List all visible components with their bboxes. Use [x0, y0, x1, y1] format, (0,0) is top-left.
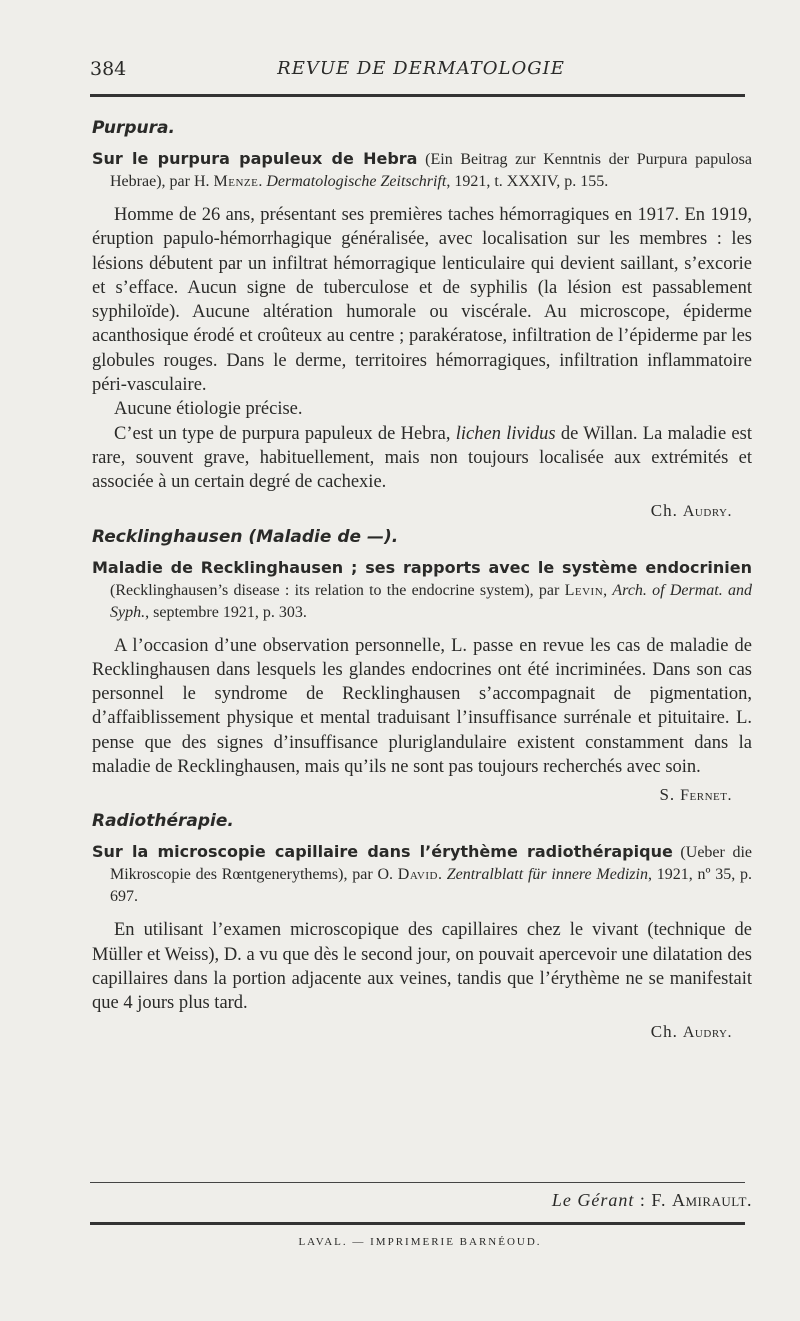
- author-name: Menze: [213, 173, 259, 190]
- reference-text: (Ein Beitrag zur Kenntnis der Purpura papulosa Hebrae), par H.: [110, 151, 752, 190]
- gerant-label: Le Gérant: [551, 1190, 635, 1210]
- article-title: Maladie de Recklinghausen ; ses rapports avec le système endocrinien: [92, 557, 752, 577]
- signature-initial: Ch.: [650, 1021, 678, 1041]
- reference-text: (Ueber die Mikroscopie des Rœntgenerythems), par O.: [110, 844, 753, 884]
- signature-name: Audry.: [682, 1023, 732, 1041]
- signature-initial: Ch.: [650, 500, 678, 520]
- reference-text: ,: [603, 581, 613, 599]
- journal-name: Arch. of Dermat. and Syph.: [110, 581, 752, 621]
- paragraph-text: C’est un type de purpura papuleux de Hebra,: [114, 423, 456, 444]
- signature: [92, 501, 732, 521]
- page-content: [92, 118, 752, 1048]
- gerant-separator: : F.: [634, 1190, 672, 1210]
- body-paragraph: En utilisant l’examen microscopique des capillaires chez le vivant (technique de Müller et Weiss), D. a vu que dès le second jour, on pouvait apercevoir une dilatation des capillaires dans la portion adjacente aux veines, tandis que l’érythème ne se manifestait que 4 jours plus tard.: [92, 920, 752, 1014]
- section-radiotherapie: [92, 811, 752, 1041]
- reference-text: , septembre 1921, p. 303.: [145, 603, 307, 621]
- footer-rule-bottom: [90, 1222, 745, 1225]
- running-title: REVUE DE DERMATOLOGIE: [277, 58, 565, 79]
- signature-name: Audry.: [682, 502, 732, 520]
- footer-rule-top: [90, 1182, 745, 1183]
- journal-name: Dermatologische Zeitschrift: [266, 173, 447, 190]
- signature-initial: S.: [659, 785, 676, 805]
- article-title: Sur la microscopie capillaire dans l’érythème radiothérapique: [92, 842, 673, 862]
- section-title: Purpura.: [92, 118, 175, 138]
- reference-text: (Recklinghausen’s disease : its relation to the endocrine system), par: [110, 581, 565, 599]
- reference-text: , 1921, nº 35, p. 697.: [110, 866, 753, 906]
- signature: [92, 1022, 732, 1042]
- section-title: Radiothérapie.: [92, 811, 234, 832]
- signature: [92, 785, 732, 805]
- paragraph-text: de Willan. La maladie est rare, souvent grave, habituellement, mais non toujours localisée aux extrémités et associée à un certain degré de cachexie.: [92, 423, 752, 493]
- printer-imprint: LAVAL. — IMPRIMERIE BARNÉOUD.: [298, 1236, 542, 1248]
- gerant-name: Amirault.: [671, 1190, 752, 1210]
- reference-text: , 1921, t. XXXIV, p. 155.: [446, 173, 609, 190]
- section-purpura: [92, 118, 752, 521]
- page-number: 384: [90, 58, 127, 80]
- article-reference: [92, 148, 752, 193]
- reference-text: .: [258, 173, 267, 190]
- section-title: Recklinghausen (Maladie de —).: [92, 526, 399, 547]
- article-reference: [92, 841, 752, 908]
- page-header: [90, 58, 752, 86]
- body-paragraph: [92, 422, 752, 495]
- paragraph-italic: lichen lividus: [455, 423, 556, 444]
- journal-name: Zentralblatt für innere Medizin: [446, 866, 648, 884]
- author-name: Levin: [564, 581, 604, 599]
- body-paragraph: Homme de 26 ans, présentant ses premières taches hémorragiques en 1917. En 1919, éruption papulo-hémorrhagique généralisée, avec localisation sur les membres : les lésions débutent par un infiltrat hémorragique lenticulaire qui devient saillant, s’excorie et s’efface. Aucun signe de tuberculose et de syphilis (la lésion est passablement syphiloïde). Aucune altération humorale ou viscérale. Au microscope, épiderme acanthosique érodé et croûteux au centre ; parakératose, infiltration de l’épiderme par les globules rouges. Dans le derme, territoires hémorragiques, infiltration inflammatoire péri-vasculaire.: [92, 205, 752, 396]
- reference-text: .: [437, 866, 447, 884]
- signature-name: Fernet.: [680, 787, 732, 805]
- body-paragraph: Aucune étiologie précise.: [114, 399, 303, 420]
- header-rule: [90, 94, 745, 97]
- section-recklinghausen: [92, 527, 752, 806]
- article-title: Sur le purpura papuleux de Hebra: [92, 149, 418, 168]
- gerant-line: [92, 1190, 752, 1211]
- article-reference: [92, 557, 752, 624]
- body-paragraph: A l’occasion d’une observation personnelle, L. passe en revue les cas de maladie de Recklinghausen dans lesquels les glandes endocrines ont été incriminées. Dans son cas personnel le syndrome de Recklinghausen s’accompagnait de pigmentation, d’affaiblissement physique et mental traduisant l’insuffisance surrénale et pituitaire. L. pense que des signes d’insuffisance pluriglandulaire existent constamment dans la maladie de Recklinghausen, mais qu’ils ne sont pas toujours recherchés avec soin.: [92, 635, 752, 778]
- author-name: David: [397, 866, 438, 884]
